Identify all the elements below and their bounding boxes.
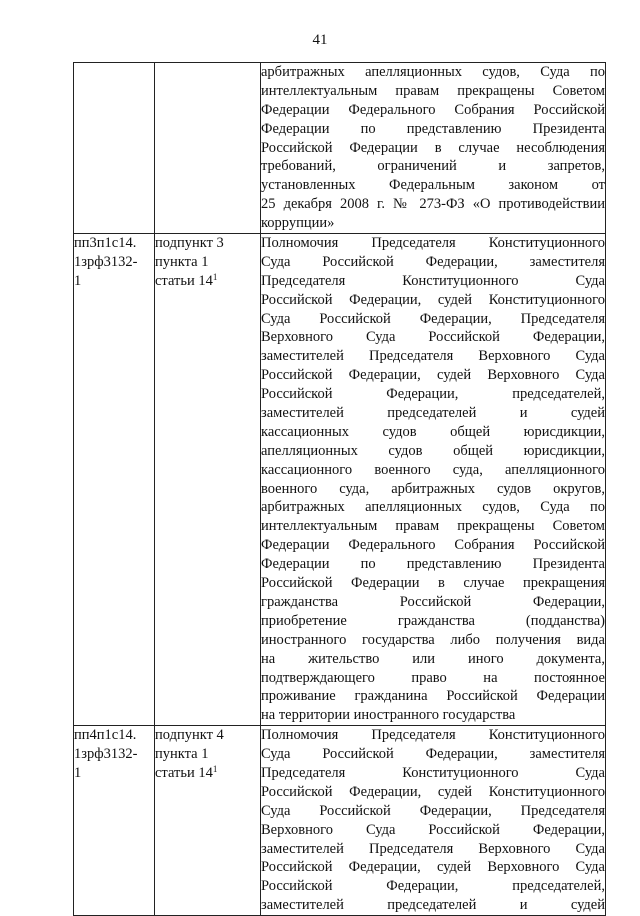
reference-line: [155, 764, 260, 783]
text-line: Федерации по представлению Президента: [261, 120, 605, 137]
reference-cell: [155, 63, 261, 234]
text-line: установленных Федеральным законом от: [261, 177, 605, 194]
text-line: заместителей Председателя Верховного Суда: [261, 840, 605, 857]
reference-cell: [155, 726, 261, 916]
text-line: заместителей председателей и судей: [261, 405, 605, 422]
text-line: заместителей Председателя Верховного Суда: [261, 348, 605, 365]
code-cell: [74, 726, 155, 916]
code-line: 1зрф3132-: [74, 746, 138, 763]
text-line: Российской Федерации в случае прекращения: [261, 575, 605, 592]
text-cell: [261, 63, 606, 234]
text-line: на территории иностранного государства: [261, 707, 516, 724]
text-line: Полномочия Председателя Конституционного: [261, 235, 605, 252]
reference-line: пункта 1: [155, 254, 209, 271]
document-table: [73, 62, 606, 916]
reference-article: статьи 14: [155, 273, 213, 290]
text-line: арбитражных апелляционных судов, Суда по: [261, 64, 605, 80]
table-row: [74, 63, 606, 234]
text-line: Российской Федерации в случае несоблюдения: [261, 139, 605, 156]
text-line: подтверждающего право на постоянное: [261, 669, 605, 686]
text-line: Верховного Суда Российской Федерации,: [261, 329, 605, 346]
text-line: Суда Российской Федерации, заместителя: [261, 253, 605, 270]
text-line: проживание гражданина Российской Федерации: [261, 688, 605, 705]
text-line: Российской Федерации, председателей,: [261, 386, 605, 403]
code-line: пп4п1с14.: [74, 727, 137, 744]
text-line: Российской Федерации, председателей,: [261, 878, 605, 895]
text-line: апелляционных судов общей юрисдикции,: [261, 442, 605, 459]
reference-line: [155, 272, 260, 291]
footnote-marker: 1: [212, 764, 218, 775]
text-line: на жительство или иного документа,: [261, 650, 605, 667]
text-line: Суда Российской Федерации, Председателя: [261, 802, 605, 819]
text-line: Федерации Федерального Собрания Российской: [261, 101, 605, 118]
text-line: Полномочия Председателя Конституционного: [261, 727, 605, 744]
text-line: военного суда, арбитражных судов округов,: [261, 480, 605, 497]
text-line: Российской Федерации, судей Верховного Суда: [261, 367, 605, 384]
text-line: коррупции»: [261, 215, 335, 232]
reference-line: подпункт 4: [155, 727, 224, 744]
text-line: 25 декабря 2008 г. № 273-ФЗ «О противодействии: [261, 196, 605, 213]
text-line: Российской Федерации, судей Верховного Суда: [261, 859, 605, 876]
text-line: заместителей председателей и судей: [261, 897, 605, 914]
reference-article: статьи 14: [155, 765, 213, 782]
code-line: пп3п1с14.: [74, 235, 137, 252]
text-line: Председателя Конституционного Суда: [261, 272, 605, 289]
code-line: 1: [74, 765, 82, 782]
text-line: Председателя Конституционного Суда: [261, 764, 605, 781]
table-row: [74, 234, 606, 726]
text-line: кассационного военного суда, апелляционного: [261, 461, 605, 478]
text-line: приобретение гражданства (подданства): [261, 612, 605, 629]
text-line: интеллектуальным правам прекращены Советом: [261, 82, 605, 99]
reference-cell: [155, 234, 261, 726]
text-line: арбитражных апелляционных судов, Суда по: [261, 499, 605, 516]
text-line: Федерации Федерального Собрания Российской: [261, 537, 605, 554]
text-line: Российской Федерации, судей Конституционного: [261, 291, 605, 308]
code-cell: [74, 63, 155, 234]
text-line: Российской Федерации, судей Конституционного: [261, 783, 605, 800]
text-line: Суда Российской Федерации, Председателя: [261, 310, 605, 327]
text-cell: [261, 234, 606, 726]
page-number: 41: [312, 32, 328, 48]
text-line: Суда Российской Федерации, заместителя: [261, 746, 605, 763]
text-line: Верховного Суда Российской Федерации,: [261, 821, 605, 838]
text-line: иностранного государства либо получения вида: [261, 631, 605, 648]
footnote-marker: 1: [212, 272, 218, 283]
text-line: Федерации по представлению Президента: [261, 556, 605, 573]
text-line: гражданства Российской Федерации,: [261, 593, 605, 610]
reference-line: пункта 1: [155, 746, 209, 763]
code-line: 1: [74, 273, 82, 290]
reference-line: подпункт 3: [155, 235, 224, 252]
code-line: 1зрф3132-: [74, 254, 138, 271]
text-line: кассационных судов общей юрисдикции,: [261, 423, 605, 440]
text-line: интеллектуальным правам прекращены Советом: [261, 518, 605, 535]
text-line: требований, ограничений и запретов,: [261, 158, 605, 175]
code-cell: [74, 234, 155, 726]
text-cell: [261, 726, 606, 916]
table-row: [74, 726, 606, 916]
